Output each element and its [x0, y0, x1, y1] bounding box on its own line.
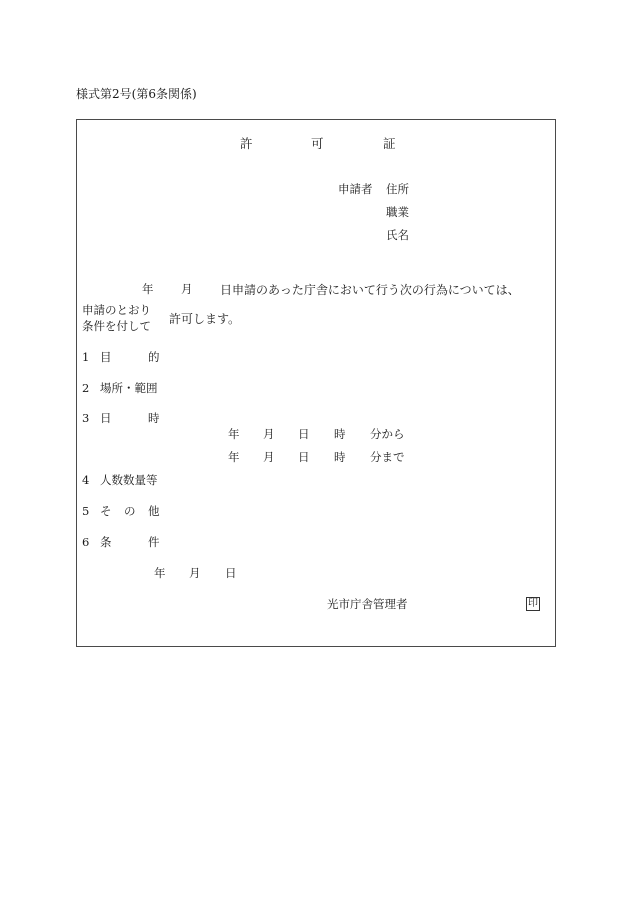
item-purpose-label-a: 目	[100, 350, 112, 364]
item-number: 2	[82, 381, 90, 395]
issue-month: 月	[189, 566, 201, 580]
item-number: 3	[82, 411, 90, 425]
applicant-occupation-label: 職業	[386, 205, 409, 219]
item-count-label: 人数数量等	[100, 473, 158, 487]
item-other-label-b: の	[124, 504, 136, 518]
to-month: 月	[263, 450, 275, 464]
item-number: 5	[82, 504, 90, 518]
issuer-name: 光市庁舎管理者	[327, 597, 408, 611]
item-purpose-label-b: 的	[148, 350, 160, 364]
issue-day: 日	[225, 566, 237, 580]
seal-box: 印	[528, 598, 538, 609]
item-number: 6	[82, 535, 90, 549]
option-as-applied: 申請のとおり	[82, 303, 151, 317]
applicant-address-label: 住所	[386, 182, 409, 196]
item-datetime-label-b: 時	[148, 411, 160, 425]
title-char-1: 許	[240, 136, 253, 151]
permit-option-group	[82, 302, 151, 334]
issue-year: 年	[154, 566, 166, 580]
item-number: 4	[82, 473, 90, 487]
item-datetime-label-a: 日	[100, 411, 112, 425]
to-day: 日	[298, 450, 310, 464]
title-char-3: 証	[383, 136, 396, 151]
application-month: 月	[181, 282, 193, 296]
item-place-label: 場所・範囲	[100, 381, 158, 395]
to-hour: 時	[334, 450, 346, 464]
item-conditions-label-b: 件	[148, 535, 160, 549]
application-text: 日申請のあった庁舎において行う次の行為については、	[220, 283, 520, 297]
item-conditions-label-a: 条	[100, 535, 112, 549]
from-day: 日	[298, 427, 310, 441]
permit-text: 許可します。	[169, 312, 241, 326]
to-minute: 分まで	[370, 450, 405, 464]
item-other-label-c: 他	[148, 504, 160, 518]
from-month: 月	[263, 427, 275, 441]
applicant-label: 申請者	[338, 182, 373, 196]
option-with-conditions: 条件を付して	[82, 319, 151, 333]
applicant-name-label: 氏名	[386, 228, 409, 242]
form-number-label: 様式第2号(第6条関係)	[76, 87, 197, 101]
from-hour: 時	[334, 427, 346, 441]
item-number: 1	[82, 350, 90, 364]
title-char-2: 可	[311, 136, 324, 151]
application-year: 年	[142, 282, 154, 296]
item-other-label-a: そ	[100, 504, 112, 518]
from-year: 年	[228, 427, 240, 441]
to-year: 年	[228, 450, 240, 464]
from-minute: 分から	[370, 427, 405, 441]
